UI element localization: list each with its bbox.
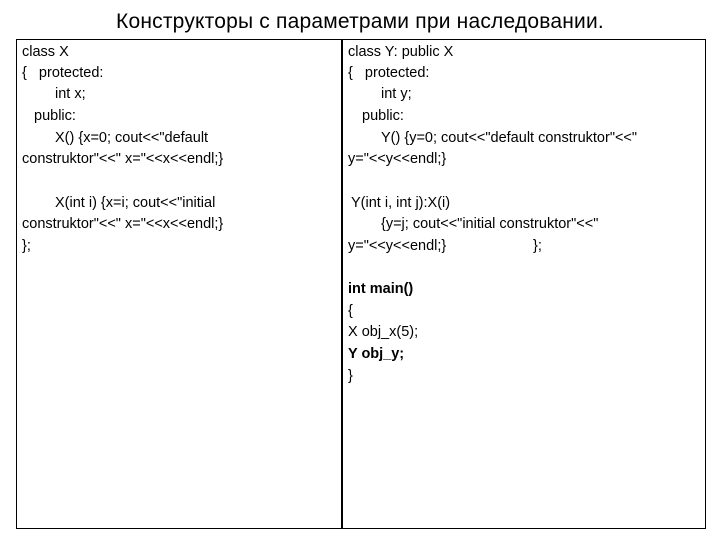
code-line: X(int i) {x=i; cout<<"initial [55, 195, 216, 211]
code-line: int x; [55, 86, 86, 102]
code-line: {y=j; cout<<"initial construktor"<<" [381, 216, 599, 232]
class-y-cell [343, 40, 705, 528]
code-line: Y obj_y; [348, 346, 405, 362]
code-line: }; [22, 238, 31, 254]
code-line: { protected: [348, 65, 430, 81]
code-line: y="<<y<<endl;} [348, 238, 447, 254]
code-table [16, 39, 706, 529]
code-line: construktor"<<" x="<<x<<endl;} [22, 216, 224, 232]
code-line: construktor"<<" x="<<x<<endl;} [22, 151, 224, 167]
code-line: { protected: [22, 65, 104, 81]
code-line: Y(int i, int j):X(i) [351, 195, 451, 211]
code-line: } [348, 368, 353, 384]
slide-title: Конструкторы с параметрами при наследовании. [116, 10, 604, 33]
code-line: }; [533, 238, 542, 254]
code-line: y="<<y<<endl;} [348, 151, 447, 167]
code-line: public: [362, 108, 404, 124]
class-x-cell [17, 40, 343, 528]
code-line: X obj_x(5); [348, 324, 419, 340]
code-line: int main() [348, 281, 414, 297]
code-line: X() {x=0; cout<<"default [55, 130, 209, 146]
code-line: class Y: public X [348, 44, 454, 60]
code-line: { [348, 303, 353, 319]
code-line: class X [22, 44, 69, 60]
code-line: Y() {y=0; cout<<"default construktor"<<" [381, 130, 638, 146]
code-line: int y; [381, 86, 412, 102]
code-line: public: [34, 108, 76, 124]
